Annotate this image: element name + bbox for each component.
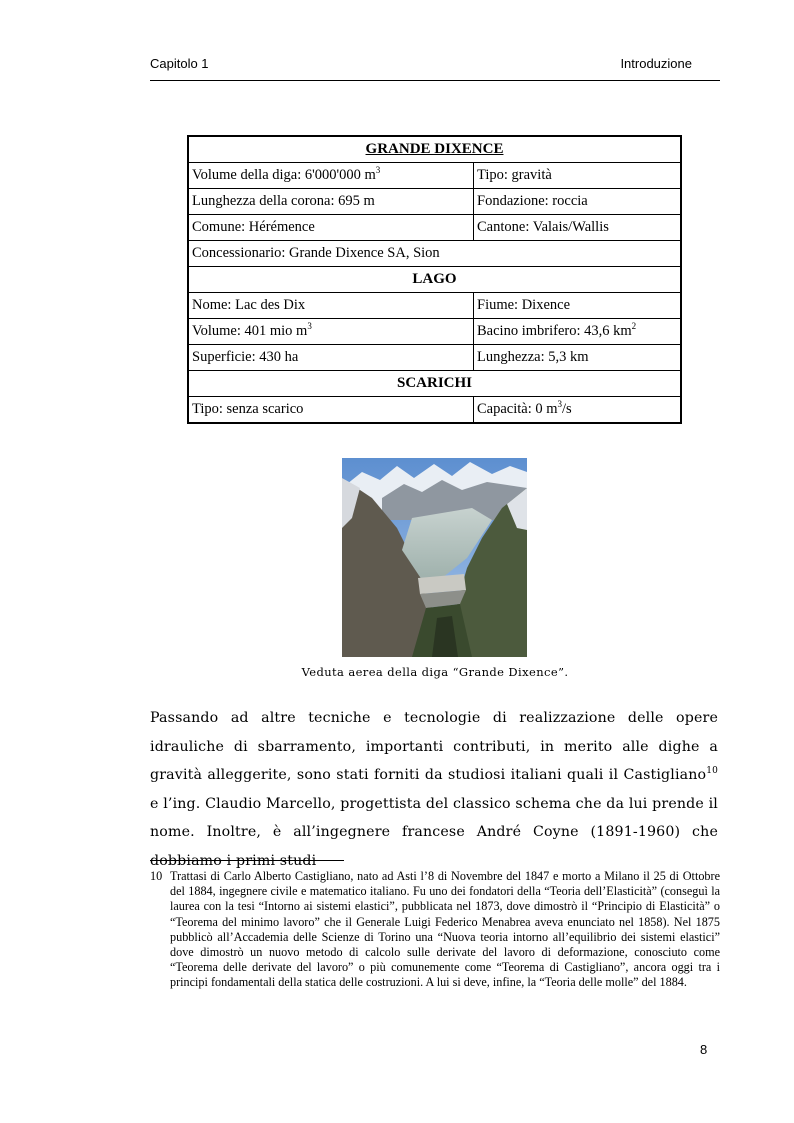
outlet-type-cell: Tipo: senza scarico	[188, 397, 474, 424]
concessionaire-cell: Concessionario: Grande Dixence SA, Sion	[188, 241, 681, 267]
canton-cell: Cantone: Valais/Wallis	[474, 215, 682, 241]
lake-length-cell: Lunghezza: 5,3 km	[474, 345, 682, 371]
dam-type-cell: Tipo: gravità	[474, 163, 682, 189]
foundation-cell: Fondazione: roccia	[474, 189, 682, 215]
surface-cell: Superficie: 430 ha	[188, 345, 474, 371]
lake-section-title: LAGO	[188, 267, 681, 293]
page-header	[150, 56, 692, 71]
body-paragraph: Passando ad altre tecniche e tecnologie di realizzazione delle opere idrauliche di sbarramento, importanti contributi, in merito alle dighe a gravità alleggerite, sono stati forniti da studiosi italiani quali il Castigliano$^{10}$ e l’ing. Claudio Marcello, progettista del classico schema che da lui prende il nome. Inoltre, è all’ingegnere francese André Coyne (1891-1960) che dobbiamo i primi studi	[150, 710, 718, 869]
table-title: GRANDE DIXENCE	[365, 141, 504, 157]
table-row	[188, 267, 681, 293]
footnote-number: 10	[150, 869, 163, 883]
header-divider	[150, 80, 720, 81]
table-title-cell	[188, 136, 681, 163]
lake-name-cell: Nome: Lac des Dix	[188, 293, 474, 319]
footnote-divider	[150, 860, 344, 861]
table-row	[188, 397, 681, 424]
page-number: 8	[700, 1042, 708, 1057]
footnote-text: Trattasi di Carlo Alberto Castigliano, nato ad Asti l’8 di Novembre del 1847 e morto a Milano il 25 di Ottobre del 1884, ingegnere civile e matematico italiano. Fu uno dei fondatori della “Teoria dell’Elasticità” (conseguì la laurea con la tesi “Intorno ai sistemi elastici”, pubblicata nel 1873, dove dimostrò il “Principio di Elasticità” o “Teorema del minimo lavoro” che il Generale Luigi Federico Menabrea aveva enunciato nel 1858). Nel 1875 pubblicò all’Accademia delle Scienze di Torino una “Nuova teoria intorno all’equilibrio dei sistemi elastici” dove dimostrò un nuovo metodo di calcolo sulle derivate del lavoro di deformazione, conosciuto come “Teorema delle derivate del lavoro” o più comunemente come “Teorema di Castigliano”, ancora oggi tra i principi fondamentali della statica delle costruzioni. A lui si deve, infine, la “Teoria delle molle” del 1884.	[170, 869, 720, 990]
dam-aerial-photo	[342, 458, 527, 657]
chapter-label: Capitolo 1	[150, 56, 209, 71]
footnote	[150, 869, 720, 991]
dam-volume-cell: Volume della diga: 6'000'000 $m^3$	[188, 163, 474, 189]
dam-photo-illustration	[342, 458, 527, 657]
table-row	[188, 345, 681, 371]
dam-info-table	[187, 135, 682, 424]
river-cell: Fiume: Dixence	[474, 293, 682, 319]
crest-length-cell: Lunghezza della corona: 695 m	[188, 189, 474, 215]
table-row	[188, 371, 681, 397]
figure-caption: Veduta aerea della diga “Grande Dixence”.	[301, 665, 569, 679]
lake-volume-cell: Volume: 401 mio $m^3$	[188, 319, 474, 345]
capacity-cell: Capacità: 0 $m^3/s$	[474, 397, 682, 424]
footnote-reference: 10	[706, 766, 718, 776]
table-row	[188, 241, 681, 267]
table-row	[188, 163, 681, 189]
municipality-cell: Comune: Hérémence	[188, 215, 474, 241]
table-row	[188, 136, 681, 163]
section-label: Introduzione	[620, 56, 692, 71]
table-row	[188, 319, 681, 345]
table-row	[188, 215, 681, 241]
catchment-cell: Bacino imbrifero: 43,6 $km^2$	[474, 319, 682, 345]
table-row	[188, 189, 681, 215]
table-row	[188, 293, 681, 319]
outlets-section-title: SCARICHI	[188, 371, 681, 397]
